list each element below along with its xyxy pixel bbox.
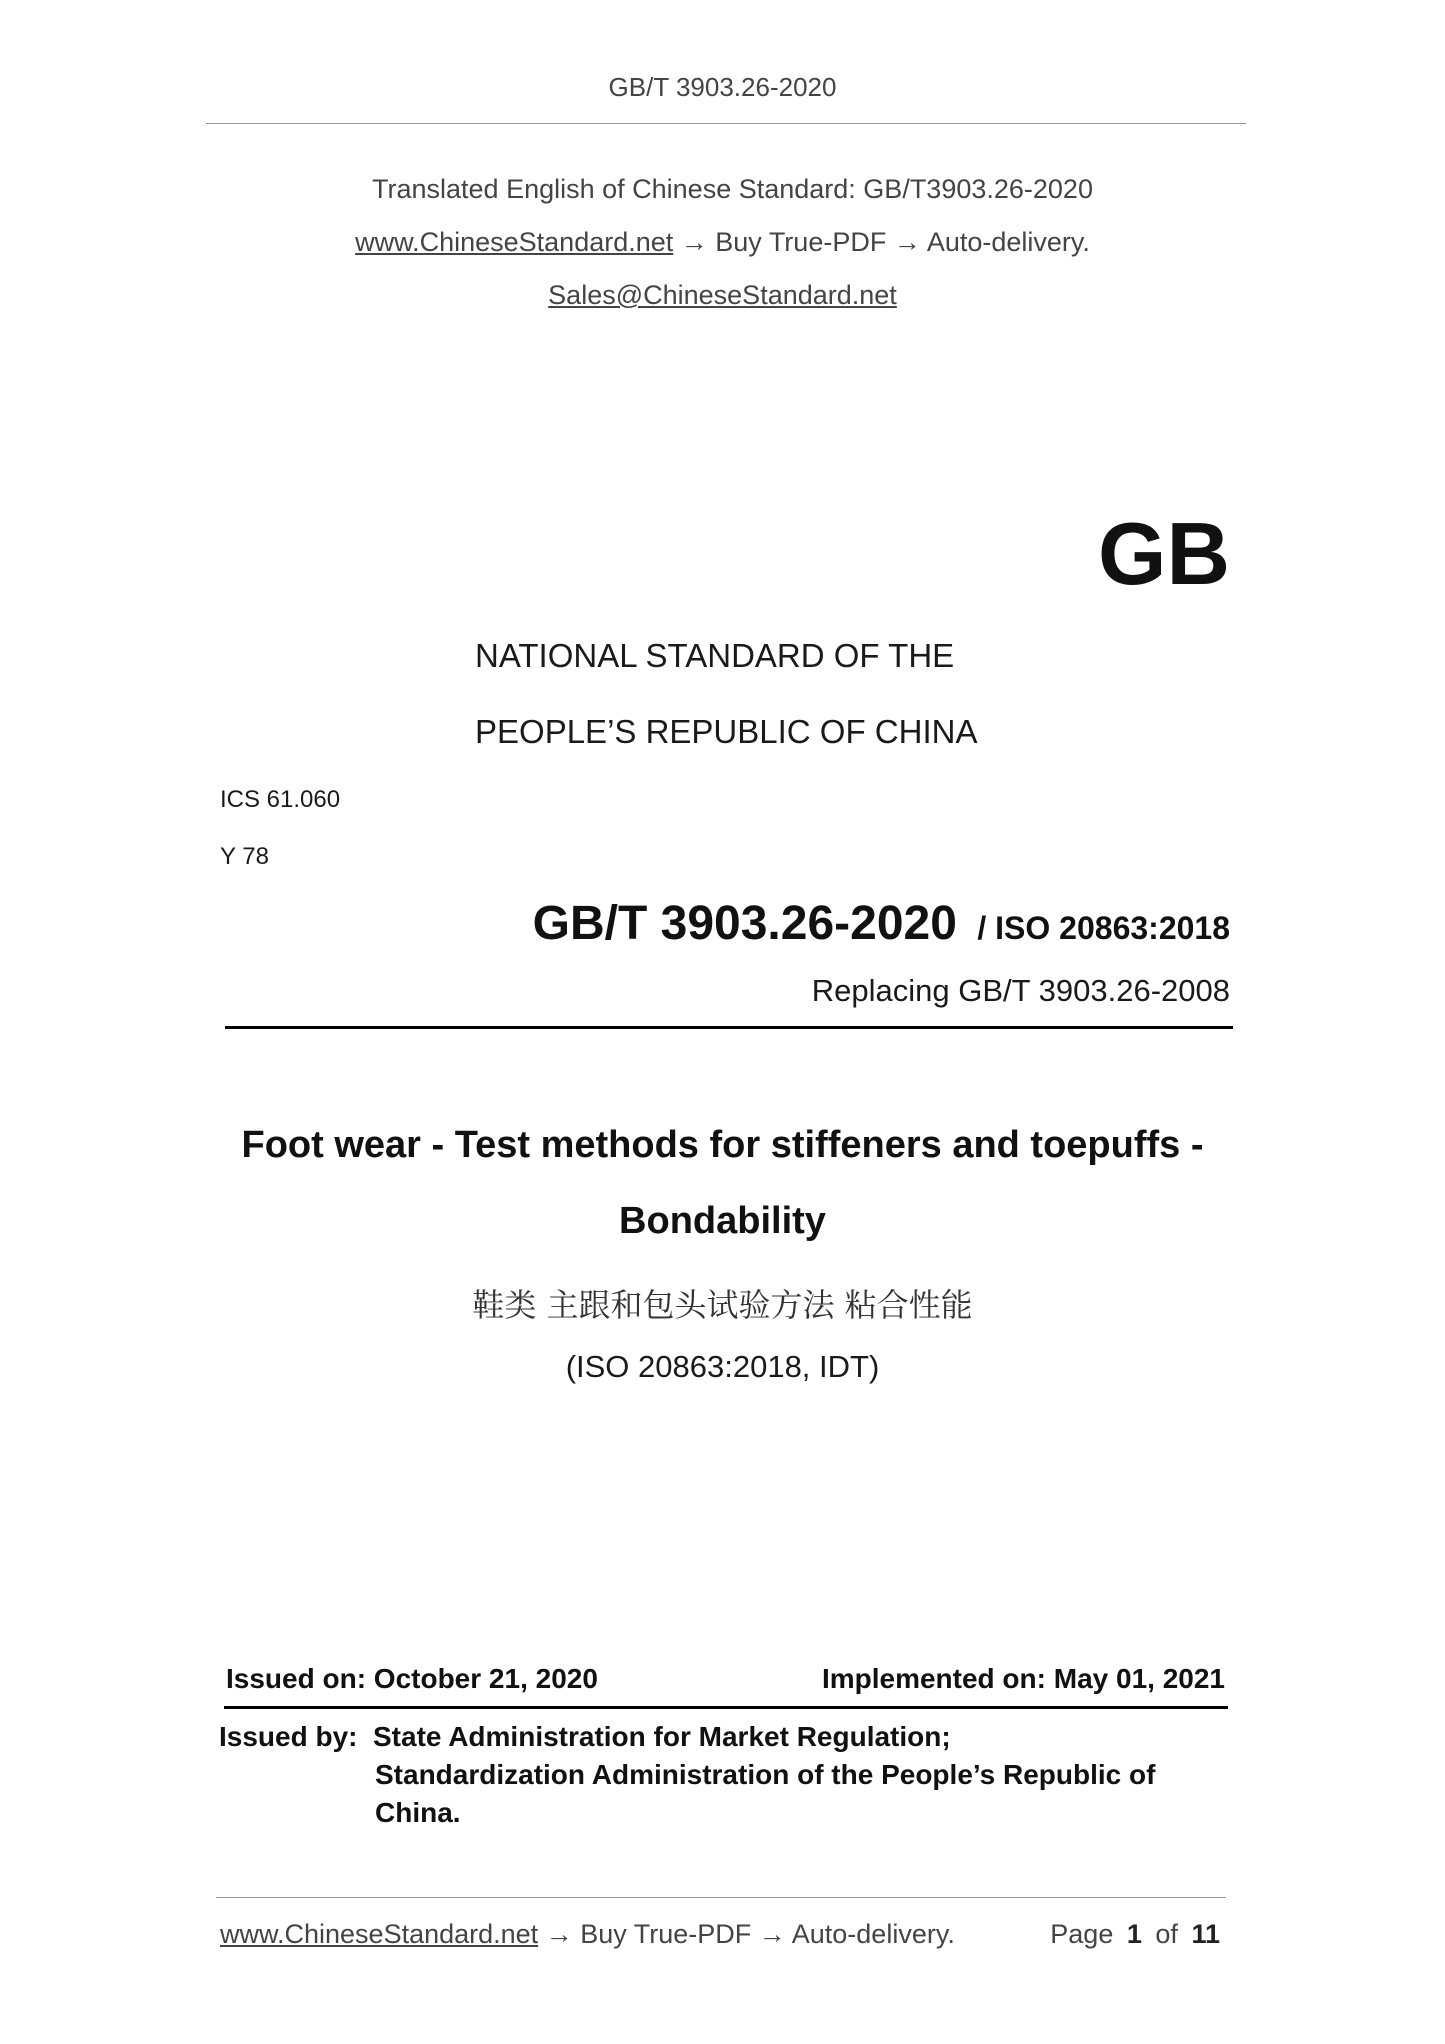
site-link[interactable]: www.ChineseStandard.net: [355, 227, 674, 257]
footer-divider: [216, 1897, 1226, 1898]
iso-reference: / ISO 20863:2018: [977, 910, 1230, 946]
page-label: Page: [1050, 1919, 1114, 1949]
replacing-line: Replacing GB/T 3903.26-2008: [811, 973, 1230, 1008]
national-line-2: PEOPLE’S REPUBLIC OF CHINA: [475, 713, 978, 750]
issued-by-line-2: Standardization Administration of the People’s Republic of: [375, 1759, 1156, 1790]
page-current: 1: [1126, 1919, 1142, 1949]
email-line: [0, 280, 1445, 311]
ics-code: ICS 61.060: [220, 786, 341, 813]
issued-on: Issued on: October 21, 2020: [226, 1663, 598, 1694]
title-line-1: Foot wear - Test methods for stiffeners and toepuffs -: [241, 1124, 1204, 1166]
translated-line: Translated English of Chinese Standard: GB/T3903.26-2020: [372, 174, 1093, 204]
header-divider: [206, 123, 1246, 124]
national-line-1: NATIONAL STANDARD OF THE: [475, 637, 955, 674]
title-rule: [225, 1026, 1233, 1029]
gb-mark: GB: [1098, 504, 1230, 603]
issued-by-line-3: China.: [375, 1797, 461, 1828]
buy-text: → Buy True-PDF → Auto-delivery.: [680, 227, 1090, 257]
running-title: GB/T 3903.26-2020: [608, 72, 837, 102]
footer-site-link[interactable]: www.ChineseStandard.net: [220, 1919, 539, 1949]
issued-by-label: Issued by:: [219, 1721, 358, 1752]
implemented-on: Implemented on: May 01, 2021: [821, 1663, 1225, 1694]
page-total: 11: [1191, 1919, 1220, 1949]
chinese-title: 鞋类 主跟和包头试验方法 粘合性能: [472, 1286, 973, 1324]
standard-number: GB/T 3903.26-2020: [532, 897, 957, 950]
issued-by-line-1: State Administration for Market Regulation;: [373, 1721, 951, 1752]
email-link[interactable]: Sales@ChineseStandard.net: [548, 280, 897, 310]
iso-idt: (ISO 20863:2018, IDT): [565, 1349, 880, 1384]
footer-buy-text: → Buy True-PDF → Auto-delivery.: [545, 1919, 955, 1949]
dates-rule: [224, 1706, 1228, 1709]
footer-buy-line: [220, 1919, 955, 1950]
page-indicator: [1050, 1919, 1220, 1950]
title-line-2: Bondability: [619, 1200, 826, 1242]
standard-number-line: [533, 896, 1230, 951]
running-header: [0, 72, 1445, 103]
page-of: of: [1155, 1919, 1178, 1949]
ccs-code: Y 78: [220, 843, 269, 870]
buy-line: [0, 227, 1445, 258]
